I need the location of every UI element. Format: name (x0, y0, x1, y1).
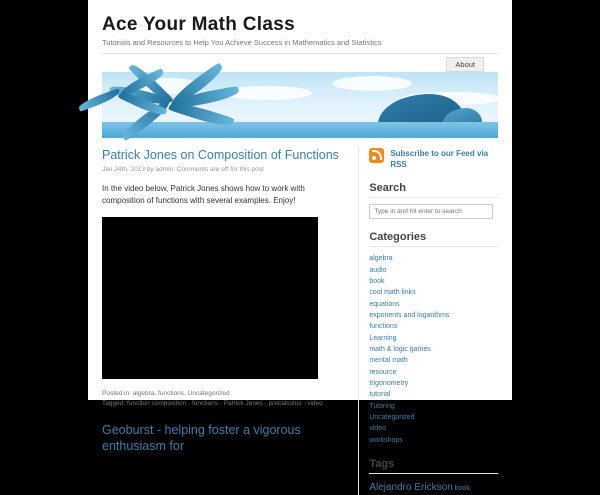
site-title (102, 14, 498, 36)
post-categories-line (102, 389, 346, 399)
category-item[interactable]: Uncategorized (369, 413, 415, 421)
tagged-values[interactable]: function composition · functions · Patrick Jones · precalculus · video (126, 400, 323, 408)
tags-heading: Tags (369, 458, 498, 474)
rss-subscribe-text (390, 148, 488, 170)
rss-line-1: Subscribe to our Feed via (390, 149, 489, 158)
category-item[interactable]: video (369, 425, 387, 433)
posted-in-label: Posted in: (102, 389, 131, 397)
next-post-title[interactable]: Geoburst - helping foster a vigorous enthusiasm for (102, 423, 301, 454)
cloud-shape (332, 76, 412, 91)
category-item[interactable]: resource (369, 368, 397, 376)
embedded-video-player[interactable] (102, 217, 318, 379)
categories-list (369, 253, 498, 446)
nav-item-about[interactable]: About (446, 57, 484, 72)
sidebar (358, 148, 498, 495)
search-input[interactable] (369, 204, 493, 219)
category-item[interactable]: equations (369, 300, 400, 308)
category-item[interactable]: workshops (369, 436, 403, 444)
post-tags-line (102, 399, 346, 409)
category-item[interactable]: functions (369, 323, 398, 331)
category-item[interactable]: Tutoring (369, 402, 395, 410)
page-canvas (88, 0, 512, 493)
categories-heading: Categories (369, 231, 498, 247)
content-area (102, 148, 498, 495)
palm-tree-graphic (110, 68, 270, 130)
category-item[interactable]: Learning (369, 334, 397, 342)
category-item[interactable]: cool math links (369, 289, 416, 297)
post-footer (102, 389, 346, 410)
category-item[interactable]: math & logic games (369, 346, 431, 353)
category-item[interactable]: tutorial (369, 391, 391, 399)
category-item[interactable]: algebra (369, 255, 393, 263)
header-banner-image (102, 72, 498, 138)
post-title[interactable]: Patrick Jones on Composition of Functions (102, 148, 339, 162)
category-item[interactable]: book (369, 278, 385, 286)
rss-icon (369, 148, 384, 163)
search-heading: Search (369, 182, 498, 198)
post-body-text: In the video below, Patrick Jones shows how to work with composition of functions with several examples. Enjoy! (102, 183, 305, 205)
tagged-label: Tagged: (102, 400, 126, 408)
main-column (102, 148, 358, 495)
tag-item[interactable]: book (454, 484, 470, 492)
site-description: Tutorials and Resources to Help You Achieve Success in Mathematics and Statistics (102, 38, 382, 47)
tag-cloud (369, 480, 498, 495)
category-item[interactable]: trigonometry (369, 379, 409, 387)
site-title-text: Ace Your Math Class (102, 14, 295, 35)
tag-item[interactable]: Alejandro Erickson (369, 481, 453, 493)
posted-in-values[interactable]: algebra, functions, Uncategorized (132, 389, 230, 397)
category-item[interactable]: exponents and logarithms (369, 312, 450, 320)
category-item[interactable]: audio (369, 266, 387, 274)
site-header (88, 0, 512, 72)
category-item[interactable]: mental math (369, 357, 408, 365)
post-meta: Jan 24th, 2013 by admin. Comments are off for this post (102, 165, 264, 173)
rss-line-2: RSS (390, 160, 407, 170)
rss-subscribe-block[interactable] (369, 148, 498, 170)
